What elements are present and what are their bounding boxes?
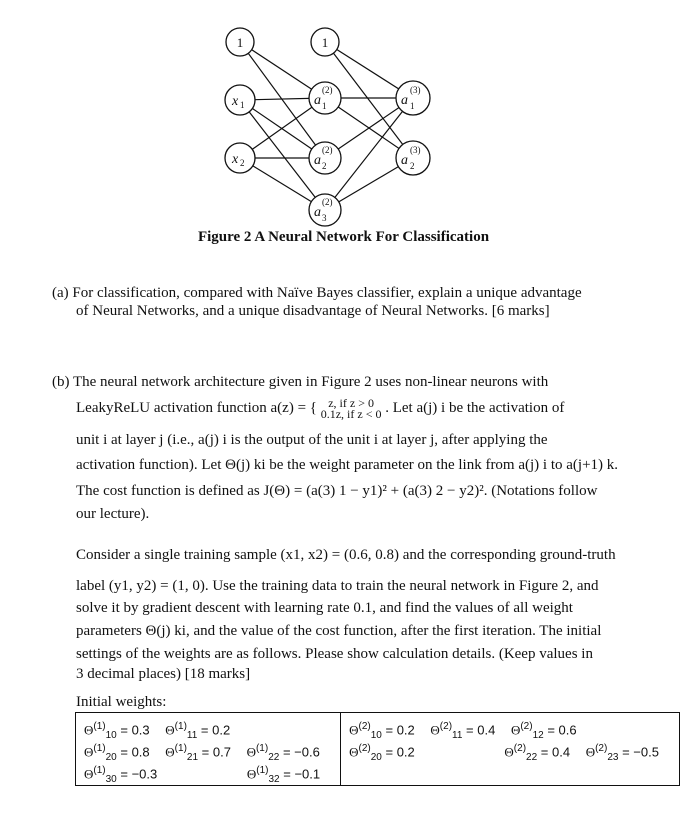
a31-sup: (3): [410, 85, 421, 95]
a31-sub: 1: [410, 101, 415, 111]
weight-theta-2-20: $\Theta^{(2)}_{20} = 0.2$: [349, 743, 415, 763]
a32-label: a: [401, 153, 408, 168]
question-b-p2-line4: parameters Θ(j) ki, and the value of the cost function, after the first iteration. The initial: [76, 623, 602, 639]
a21-label: a: [314, 93, 321, 108]
activation-def-post: . Let a(j) i be the activation of: [385, 400, 565, 416]
weight-theta-1-11: $\Theta^{(1)}_{11} = 0.2$: [165, 721, 231, 741]
a32-sub: 2: [410, 161, 415, 171]
question-b-line6: our lecture).: [76, 506, 150, 522]
layer2-weights-cell: [341, 713, 680, 786]
question-b-p2-line1: Consider a single training sample (x1, x2) = (0.6, 0.8) and the corresponding ground-truth: [76, 547, 616, 563]
question-b-line2: [76, 396, 564, 420]
weight-theta-2-22: $\Theta^{(2)}_{22} = 0.4$: [504, 743, 571, 763]
question-b-p2-line2: label (y1, y2) = (1, 0). Use the training data to train the neural network in Figure 2, and: [76, 578, 599, 594]
weights-table: [75, 712, 680, 786]
weight-theta-1-30: $\Theta^{(1)}_{30} = -0.3$: [84, 765, 158, 785]
weights-row: [349, 738, 671, 763]
x2-sub: 2: [240, 158, 245, 168]
piece-negative: 0.1z, if z < 0: [320, 406, 382, 421]
network-edges: [240, 42, 413, 210]
activation-piecewise: [320, 395, 382, 421]
question-b-p2-line5: settings of the weights are as follows. Please show calculation details. (Keep values in: [76, 646, 593, 662]
piece-positive: z, if z > 0: [328, 395, 374, 410]
weights-row: [84, 760, 332, 785]
a22-label: a: [314, 153, 321, 168]
weights-row: [84, 738, 332, 763]
bias1-label: 1: [236, 35, 244, 50]
weight-theta-1-20: $\Theta^{(1)}_{20} = 0.8$: [84, 743, 150, 763]
question-b-line5: The cost function is defined as J(Θ) = (a(3) 1 − y1)² + (a(3) 2 − y2)². (Notations follow: [76, 483, 598, 499]
x1-label: x: [232, 94, 239, 109]
a22-sub: 2: [322, 161, 327, 171]
weight-theta-2-10: $\Theta^{(2)}_{10} = 0.2$: [349, 721, 415, 741]
bias2-label: 1: [321, 35, 329, 50]
weight-theta-1-22: $\Theta^{(1)}_{22} = -0.6$: [246, 743, 320, 763]
x1-sub: 1: [240, 100, 245, 110]
question-b-p2-line3: solve it by gradient descent with learning rate 0.1, and find the values of all weight: [76, 600, 573, 616]
a23-sup: (2): [322, 197, 333, 207]
a23-label: a: [314, 205, 321, 220]
weights-row: [84, 716, 332, 741]
weight-theta-1-10: $\Theta^{(1)}_{10} = 0.3$: [84, 721, 150, 741]
a32-sup: (3): [410, 145, 421, 155]
neural-network-diagram: [0, 0, 687, 230]
weight-theta-2-23: $\Theta^{(2)}_{23} = -0.5$: [585, 743, 659, 763]
weight-theta-1-21: $\Theta^{(1)}_{21} = 0.7$: [165, 743, 231, 763]
weights-title: Initial weights:: [76, 694, 167, 710]
weight-theta-2-12: $\Theta^{(2)}_{12} = 0.6$: [510, 721, 577, 741]
question-a-line1: (a) For classification, compared with Naïve Bayes classifier, explain a unique advantage: [52, 285, 582, 301]
a22-sup: (2): [322, 145, 333, 155]
a31-label: a: [401, 93, 408, 108]
a23-sub: 3: [322, 213, 327, 223]
question-b-line4: activation function). Let Θ(j) ki be the weight parameter on the link from a(j) i to a(j+1) k.: [76, 457, 619, 473]
question-b-p2-line6: 3 decimal places) [18 marks]: [76, 666, 251, 682]
question-a-line2: of Neural Networks, and a unique disadvantage of Neural Networks. [6 marks]: [76, 303, 550, 319]
weight-theta-2-11: $\Theta^{(2)}_{11} = 0.4$: [430, 721, 496, 741]
question-b-line1: (b) The neural network architecture given in Figure 2 uses non-linear neurons with: [52, 374, 549, 390]
question-b-line3: unit i at layer j (i.e., a(j) i is the output of the unit i at layer j, after applying the: [76, 432, 548, 448]
layer1-weights-cell: [76, 713, 341, 786]
figure-caption: Figure 2 A Neural Network For Classification: [197, 229, 490, 245]
a21-sub: 1: [322, 101, 327, 111]
weights-row: [349, 716, 671, 741]
a21-sup: (2): [322, 85, 333, 95]
x2-label: x: [232, 152, 239, 167]
weight-theta-1-32: $\Theta^{(1)}_{32} = -0.1$: [246, 765, 321, 785]
activation-def-pre: LeakyReLU activation function a(z) = {: [76, 400, 317, 416]
